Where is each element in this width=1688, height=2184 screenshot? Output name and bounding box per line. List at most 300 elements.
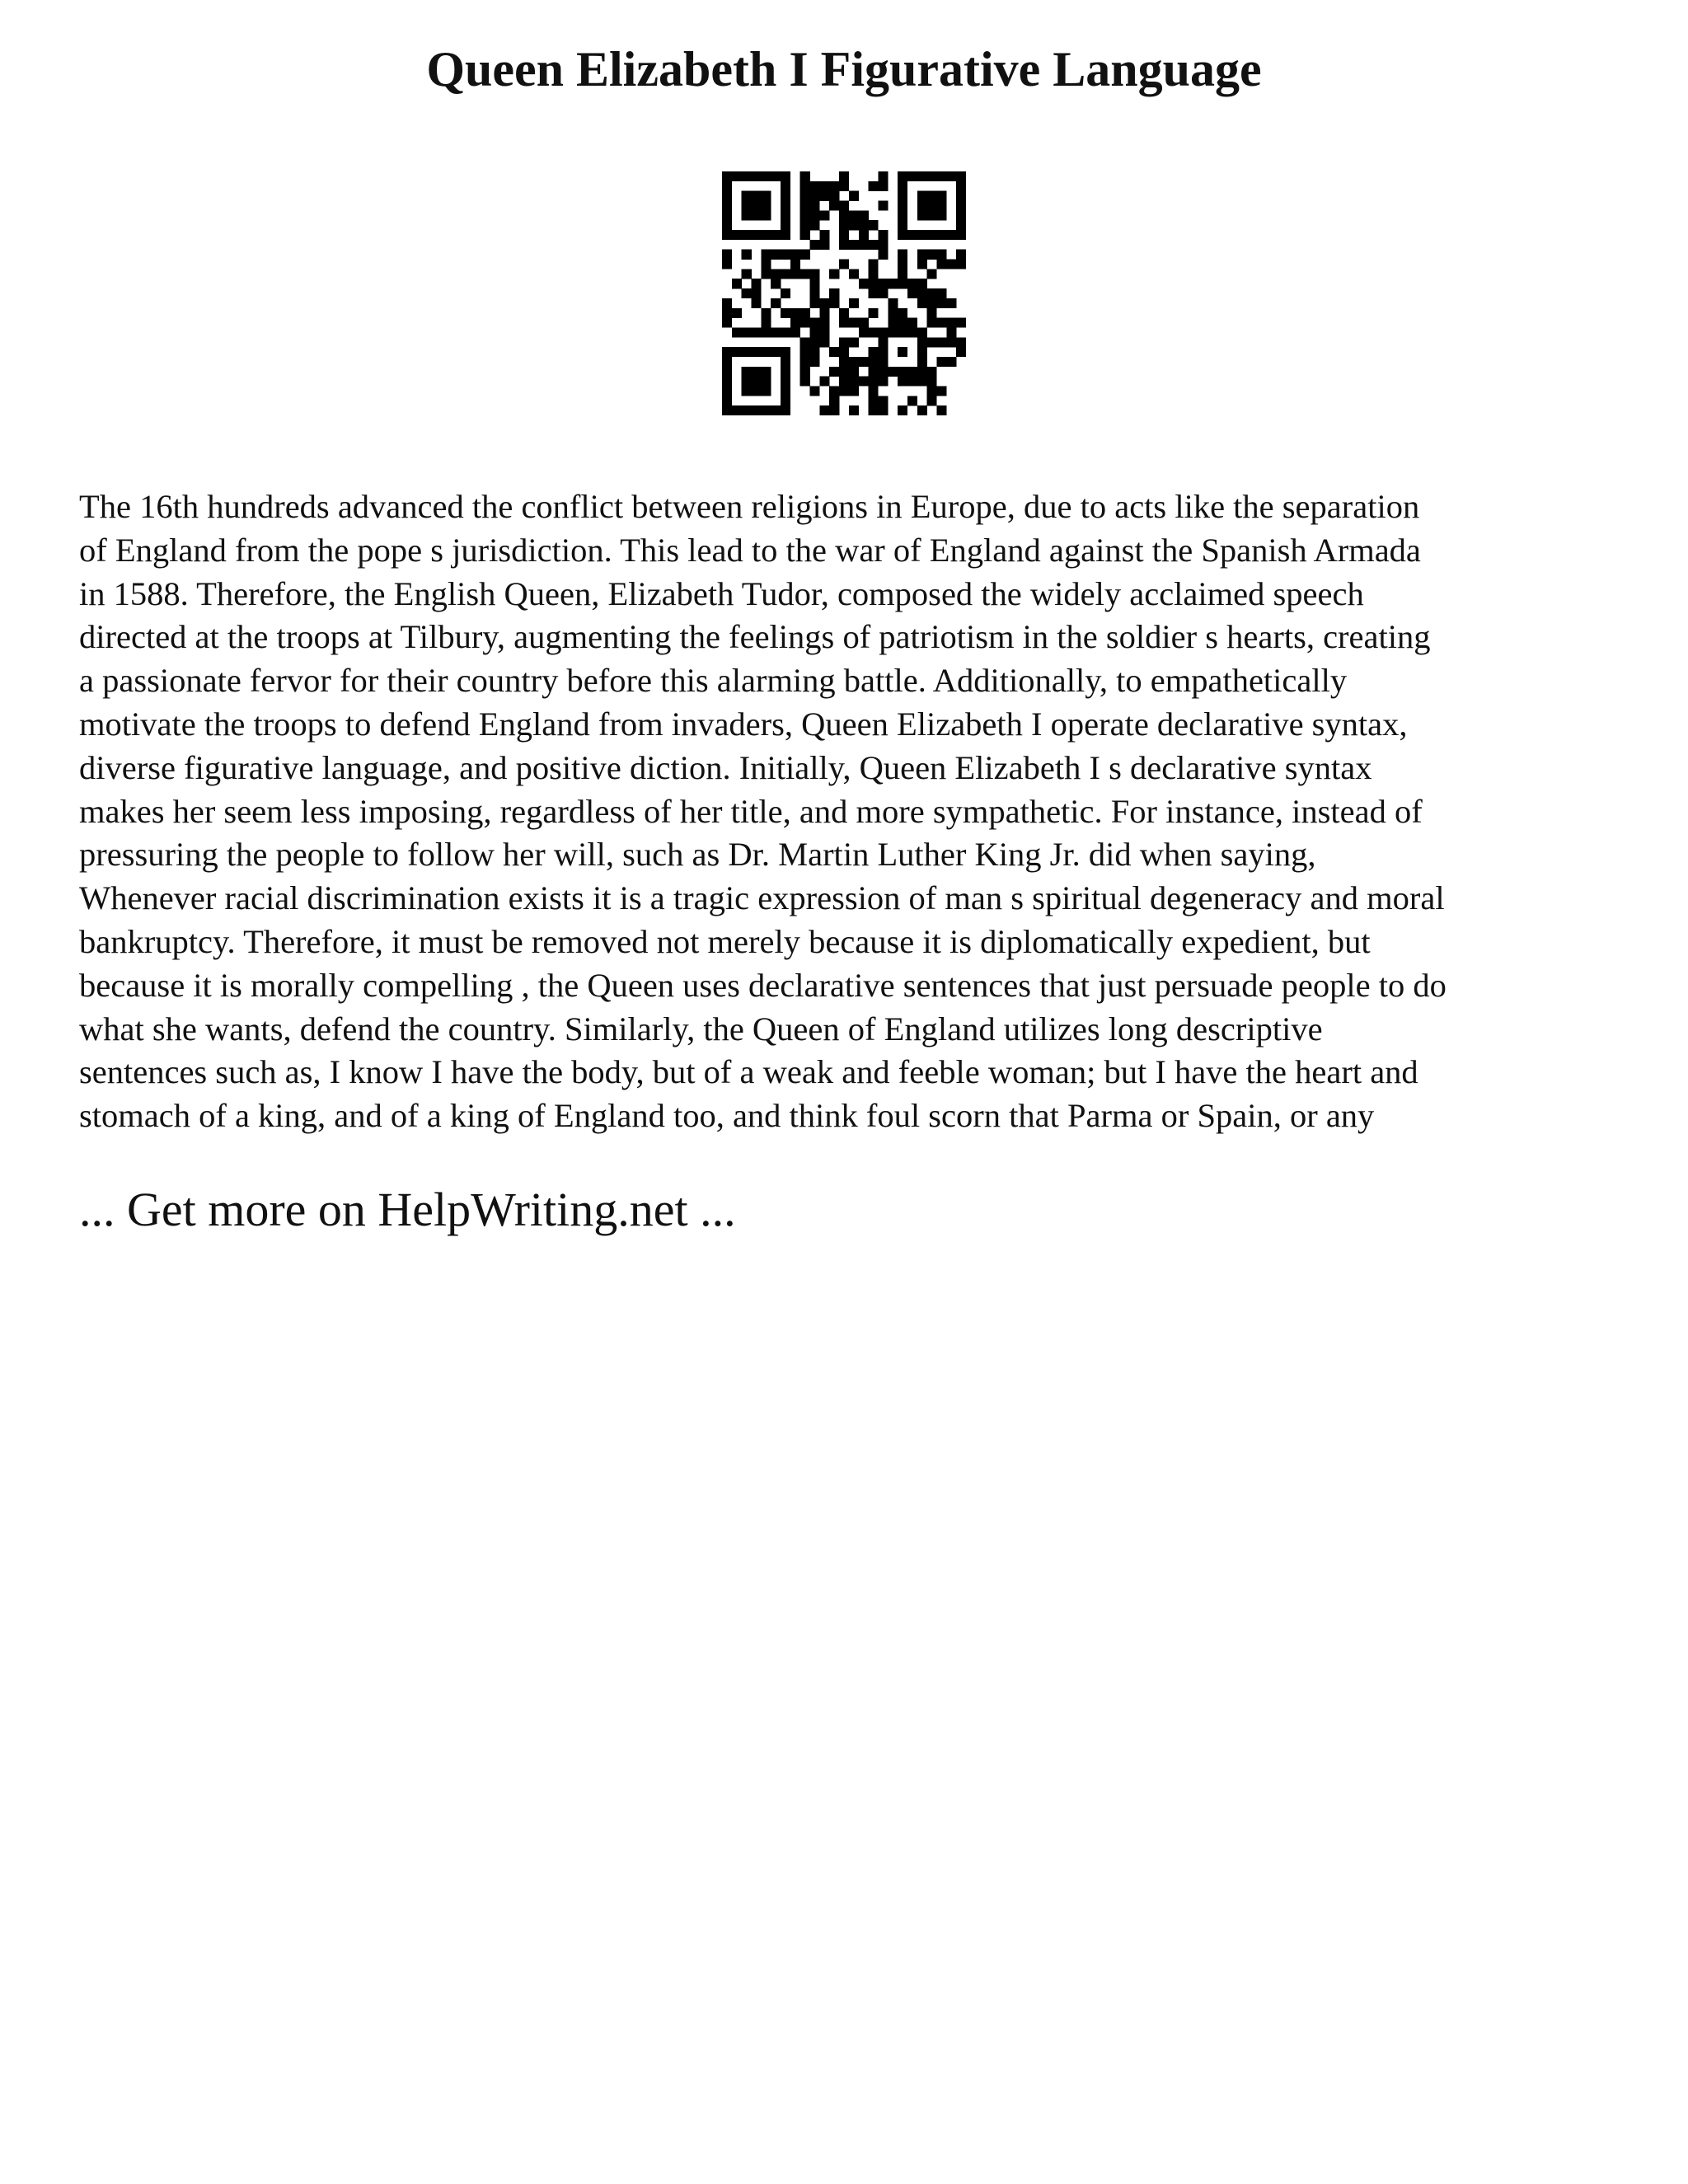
qr-module xyxy=(722,230,732,240)
qr-module xyxy=(722,386,732,396)
qr-module xyxy=(819,337,829,347)
qr-module xyxy=(752,347,762,357)
qr-module xyxy=(917,279,927,288)
body-line: sentences such as, I know I have the body, but of a weak and feeble woman; but I have the heart and xyxy=(79,1053,1418,1091)
qr-module xyxy=(917,191,927,201)
qr-module xyxy=(917,377,927,387)
qr-module xyxy=(800,318,810,328)
qr-module xyxy=(927,210,937,220)
qr-module xyxy=(819,240,829,250)
qr-module xyxy=(790,250,800,260)
qr-module xyxy=(800,171,810,181)
qr-module xyxy=(810,220,820,230)
body-line: pressuring the people to follow her will, such as Dr. Martin Luther King Jr. did when saying, xyxy=(79,836,1316,874)
body-line: motivate the troops to defend England from invaders, Queen Elizabeth I operate declarative syntax, xyxy=(79,705,1408,743)
qr-module xyxy=(946,318,956,328)
qr-module xyxy=(839,181,849,191)
qr-module xyxy=(722,308,732,318)
qr-module xyxy=(752,210,762,220)
qr-module xyxy=(946,260,956,269)
qr-module xyxy=(839,318,849,328)
qr-module xyxy=(869,260,879,269)
qr-module xyxy=(810,191,820,201)
qr-module xyxy=(878,279,888,288)
qr-module xyxy=(829,269,839,279)
qr-module xyxy=(878,377,888,387)
qr-module xyxy=(878,367,888,377)
qr-module xyxy=(917,405,927,415)
qr-module xyxy=(946,327,956,337)
qr-module xyxy=(869,308,879,318)
qr-module xyxy=(898,220,907,230)
qr-module xyxy=(869,386,879,396)
qr-module xyxy=(898,367,907,377)
qr-module xyxy=(956,318,966,328)
qr-module xyxy=(761,201,771,211)
qr-module xyxy=(800,377,810,387)
qr-module xyxy=(898,269,907,279)
qr-module xyxy=(771,298,781,308)
qr-module xyxy=(742,386,752,396)
qr-module xyxy=(742,367,752,377)
qr-module xyxy=(927,230,937,240)
qr-module xyxy=(946,230,956,240)
page-title: Queen Elizabeth I Figurative Language xyxy=(426,42,1262,96)
qr-module xyxy=(790,308,800,318)
qr-module xyxy=(839,367,849,377)
qr-module xyxy=(829,298,839,308)
qr-module xyxy=(819,308,829,318)
qr-module xyxy=(771,250,781,260)
qr-module xyxy=(936,250,946,260)
qr-module xyxy=(781,220,790,230)
qr-module xyxy=(800,220,810,230)
qr-module xyxy=(869,288,879,298)
qr-module xyxy=(956,230,966,240)
qr-module xyxy=(927,337,937,347)
qr-module xyxy=(956,171,966,181)
qr-module xyxy=(781,191,790,201)
qr-module xyxy=(781,377,790,387)
qr-module xyxy=(878,327,888,337)
qr-module xyxy=(869,377,879,387)
qr-module xyxy=(819,298,829,308)
qr-module xyxy=(869,347,879,357)
qr-module xyxy=(810,357,820,367)
body-line: bankruptcy. Therefore, it must be removed not merely because it is diplomatically expedient, but xyxy=(79,922,1371,960)
qr-module xyxy=(927,386,937,396)
qr-module xyxy=(849,220,859,230)
qr-module xyxy=(722,377,732,387)
qr-module xyxy=(917,327,927,337)
qr-module xyxy=(956,260,966,269)
qr-module xyxy=(771,405,781,415)
qr-module xyxy=(742,377,752,387)
qr-module xyxy=(781,201,790,211)
qr-module xyxy=(752,377,762,387)
qr-module xyxy=(790,327,800,337)
qr-module xyxy=(781,288,790,298)
qr-module xyxy=(819,405,829,415)
qr-module xyxy=(819,181,829,191)
qr-module xyxy=(839,201,849,211)
qr-module xyxy=(946,337,956,347)
qr-module xyxy=(869,357,879,367)
body-line: because it is morally compelling , the Queen uses declarative sentences that just persuade people to do xyxy=(79,966,1447,1004)
qr-module xyxy=(936,210,946,220)
qr-module xyxy=(907,288,917,298)
qr-module xyxy=(781,308,790,318)
qr-module xyxy=(722,201,732,211)
qr-module xyxy=(878,347,888,357)
qr-module xyxy=(917,260,927,269)
qr-module xyxy=(819,318,829,328)
qr-module xyxy=(800,308,810,318)
qr-module xyxy=(917,337,927,347)
qr-module xyxy=(849,210,859,220)
qr-module xyxy=(800,357,810,367)
qr-module xyxy=(771,347,781,357)
qr-module xyxy=(878,337,888,347)
qr-module xyxy=(849,269,859,279)
qr-module xyxy=(761,191,771,201)
qr-module xyxy=(869,279,879,288)
qr-module xyxy=(927,269,937,279)
qr-module xyxy=(829,288,839,298)
qr-module xyxy=(849,405,859,415)
qr-module xyxy=(761,386,771,396)
qr-module xyxy=(849,240,859,250)
qr-module xyxy=(946,357,956,367)
qr-module xyxy=(936,357,946,367)
qr-module xyxy=(761,377,771,387)
qr-module xyxy=(829,181,839,191)
qr-module xyxy=(878,171,888,181)
qr-module xyxy=(829,347,839,357)
qr-module xyxy=(839,210,849,220)
qr-module xyxy=(888,327,898,337)
qr-module xyxy=(771,230,781,240)
body-line: Whenever racial discrimination exists it is a tragic expression of man s spiritual degeneracy and moral xyxy=(79,879,1445,917)
qr-module xyxy=(936,318,946,328)
qr-module xyxy=(849,298,859,308)
qr-module xyxy=(878,201,888,211)
qr-module xyxy=(761,260,771,269)
qr-module xyxy=(742,210,752,220)
qr-module xyxy=(956,347,966,357)
qr-module xyxy=(917,171,927,181)
qr-module xyxy=(742,250,752,260)
body-paragraph xyxy=(79,485,1620,1138)
qr-module xyxy=(742,191,752,201)
qr-module xyxy=(810,269,820,279)
qr-module xyxy=(917,357,927,367)
qr-module xyxy=(927,201,937,211)
qr-module xyxy=(722,405,732,415)
qr-module xyxy=(839,377,849,387)
qr-module xyxy=(761,210,771,220)
qr-module xyxy=(898,201,907,211)
qr-module xyxy=(790,318,800,328)
qr-module xyxy=(839,357,849,367)
qr-module xyxy=(898,250,907,260)
qr-module xyxy=(878,405,888,415)
qr-module xyxy=(849,191,859,201)
qr-module xyxy=(790,269,800,279)
qr-module xyxy=(849,357,859,367)
qr-module xyxy=(839,347,849,357)
qr-module xyxy=(917,250,927,260)
qr-module xyxy=(839,240,849,250)
qr-module xyxy=(722,318,732,328)
qr-module xyxy=(829,191,839,201)
body-line: stomach of a king, and of a king of England too, and think foul scorn that Parma or Spain, or any xyxy=(79,1097,1375,1135)
qr-module xyxy=(859,377,869,387)
qr-module xyxy=(907,230,917,240)
qr-module xyxy=(917,288,927,298)
qr-module xyxy=(927,250,937,260)
qr-module xyxy=(839,171,849,181)
qr-module xyxy=(888,298,898,308)
body-line: diverse figurative language, and positive diction. Initially, Queen Elizabeth I s declarative syntax xyxy=(79,748,1372,786)
qr-code-icon[interactable] xyxy=(722,171,966,415)
qr-module xyxy=(761,230,771,240)
body-line: The 16th hundreds advanced the conflict between religions in Europe, due to acts like the separation xyxy=(79,488,1420,525)
qr-module xyxy=(829,405,839,415)
qr-module xyxy=(907,318,917,328)
qr-module xyxy=(927,318,937,328)
qr-module xyxy=(859,279,869,288)
qr-module xyxy=(829,396,839,405)
qr-module xyxy=(927,308,937,318)
qr-module xyxy=(781,171,790,181)
qr-module xyxy=(810,240,820,250)
qr-module xyxy=(761,250,771,260)
qr-module xyxy=(859,210,869,220)
qr-module xyxy=(907,279,917,288)
qr-module xyxy=(742,230,752,240)
qr-module xyxy=(761,171,771,181)
qr-module xyxy=(839,386,849,396)
qr-module xyxy=(829,201,839,211)
qr-module xyxy=(810,347,820,357)
qr-module xyxy=(761,367,771,377)
qr-module xyxy=(781,396,790,405)
qr-module xyxy=(907,367,917,377)
qr-module xyxy=(742,171,752,181)
qr-module xyxy=(819,230,829,240)
qr-module xyxy=(722,260,732,269)
qr-module xyxy=(810,201,820,211)
qr-module xyxy=(878,357,888,367)
qr-module xyxy=(878,250,888,260)
qr-module xyxy=(781,357,790,367)
qr-module xyxy=(761,327,771,337)
qr-module xyxy=(898,191,907,201)
qr-module xyxy=(888,318,898,328)
get-more-link[interactable]: ... Get more on HelpWriting.net ... xyxy=(79,1183,736,1236)
qr-module xyxy=(771,171,781,181)
qr-module xyxy=(936,191,946,201)
qr-module xyxy=(781,405,790,415)
qr-module xyxy=(732,230,742,240)
qr-module xyxy=(810,288,820,298)
body-line: what she wants, defend the country. Similarly, the Queen of England utilizes long descriptive xyxy=(79,1010,1323,1047)
qr-module xyxy=(742,269,752,279)
qr-module xyxy=(956,250,966,260)
qr-module xyxy=(927,171,937,181)
qr-module xyxy=(849,318,859,328)
qr-module xyxy=(956,191,966,201)
qr-module xyxy=(946,298,956,308)
qr-module xyxy=(781,347,790,357)
qr-module xyxy=(859,318,869,328)
qr-module xyxy=(898,279,907,288)
qr-module xyxy=(810,298,820,308)
qr-module xyxy=(752,298,762,308)
qr-module xyxy=(732,308,742,318)
qr-module xyxy=(859,357,869,367)
qr-module xyxy=(898,405,907,415)
qr-module xyxy=(829,386,839,396)
qr-module xyxy=(869,269,879,279)
qr-module xyxy=(722,357,732,367)
qr-module xyxy=(869,405,879,415)
qr-module xyxy=(771,327,781,337)
qr-module xyxy=(732,171,742,181)
qr-module xyxy=(839,220,849,230)
qr-module xyxy=(722,298,732,308)
qr-module xyxy=(761,308,771,318)
qr-module xyxy=(917,347,927,357)
qr-module xyxy=(898,308,907,318)
qr-module xyxy=(839,260,849,269)
qr-module xyxy=(722,181,732,191)
qr-module xyxy=(839,230,849,240)
qr-module xyxy=(849,367,859,377)
qr-module xyxy=(800,230,810,240)
body-line: directed at the troops at Tilbury, augmenting the feelings of patriotism in the soldier s hearts, creating xyxy=(79,618,1431,656)
qr-module xyxy=(936,230,946,240)
qr-module xyxy=(752,279,762,288)
qr-module xyxy=(927,396,937,405)
qr-module xyxy=(907,377,917,387)
qr-module xyxy=(936,405,946,415)
qr-module xyxy=(917,367,927,377)
qr-module xyxy=(722,396,732,405)
qr-module xyxy=(907,396,917,405)
qr-module xyxy=(732,279,742,288)
qr-module xyxy=(849,386,859,396)
qr-module xyxy=(800,367,810,377)
qr-module xyxy=(898,171,907,181)
qr-module xyxy=(829,367,839,377)
qr-module xyxy=(878,181,888,191)
qr-module xyxy=(878,396,888,405)
qr-module xyxy=(907,327,917,337)
qr-module xyxy=(732,347,742,357)
qr-module xyxy=(907,171,917,181)
qr-module xyxy=(936,288,946,298)
qr-module xyxy=(936,337,946,347)
qr-module xyxy=(869,181,879,191)
qr-module xyxy=(752,386,762,396)
qr-module xyxy=(800,269,810,279)
qr-module xyxy=(898,230,907,240)
qr-module xyxy=(722,210,732,220)
qr-module xyxy=(800,181,810,191)
qr-module xyxy=(800,201,810,211)
qr-module xyxy=(917,201,927,211)
qr-module xyxy=(869,396,879,405)
qr-module xyxy=(888,308,898,318)
qr-module xyxy=(810,181,820,191)
qr-module xyxy=(819,327,829,337)
qr-module xyxy=(800,347,810,357)
qr-module xyxy=(888,367,898,377)
qr-module xyxy=(849,337,859,347)
qr-module xyxy=(878,288,888,298)
qr-module xyxy=(888,279,898,288)
body-line: in 1588. Therefore, the English Queen, Elizabeth Tudor, composed the widely acclaimed speech xyxy=(79,574,1364,612)
qr-module xyxy=(722,367,732,377)
qr-module xyxy=(869,327,879,337)
qr-module xyxy=(761,347,771,357)
qr-module xyxy=(781,327,790,337)
qr-module xyxy=(819,210,829,220)
qr-module xyxy=(761,318,771,328)
qr-module xyxy=(771,269,781,279)
qr-module xyxy=(936,298,946,308)
qr-module xyxy=(956,201,966,211)
qr-module xyxy=(956,210,966,220)
qr-module xyxy=(781,250,790,260)
qr-module xyxy=(927,367,937,377)
qr-module xyxy=(722,171,732,181)
qr-module xyxy=(752,201,762,211)
qr-module xyxy=(936,386,946,396)
qr-module xyxy=(936,260,946,269)
qr-module xyxy=(869,220,879,230)
qr-module xyxy=(927,377,937,387)
qr-module xyxy=(742,405,752,415)
qr-module xyxy=(839,308,849,318)
qr-module xyxy=(722,191,732,201)
qr-module xyxy=(819,377,829,387)
qr-module xyxy=(781,181,790,191)
qr-module xyxy=(781,367,790,377)
qr-module xyxy=(742,347,752,357)
qr-module xyxy=(898,210,907,220)
qr-module xyxy=(898,347,907,357)
qr-module xyxy=(781,210,790,220)
qr-module xyxy=(810,318,820,328)
qr-module xyxy=(869,367,879,377)
qr-module xyxy=(800,250,810,260)
qr-module xyxy=(810,386,820,396)
qr-module xyxy=(819,191,829,201)
qr-module xyxy=(810,327,820,337)
qr-module xyxy=(800,210,810,220)
qr-module xyxy=(936,171,946,181)
qr-module xyxy=(781,230,790,240)
qr-module xyxy=(859,240,869,250)
qr-module xyxy=(790,260,800,269)
qr-module xyxy=(859,220,869,230)
qr-module xyxy=(956,220,966,230)
qr-module xyxy=(927,288,937,298)
qr-module xyxy=(859,327,869,337)
